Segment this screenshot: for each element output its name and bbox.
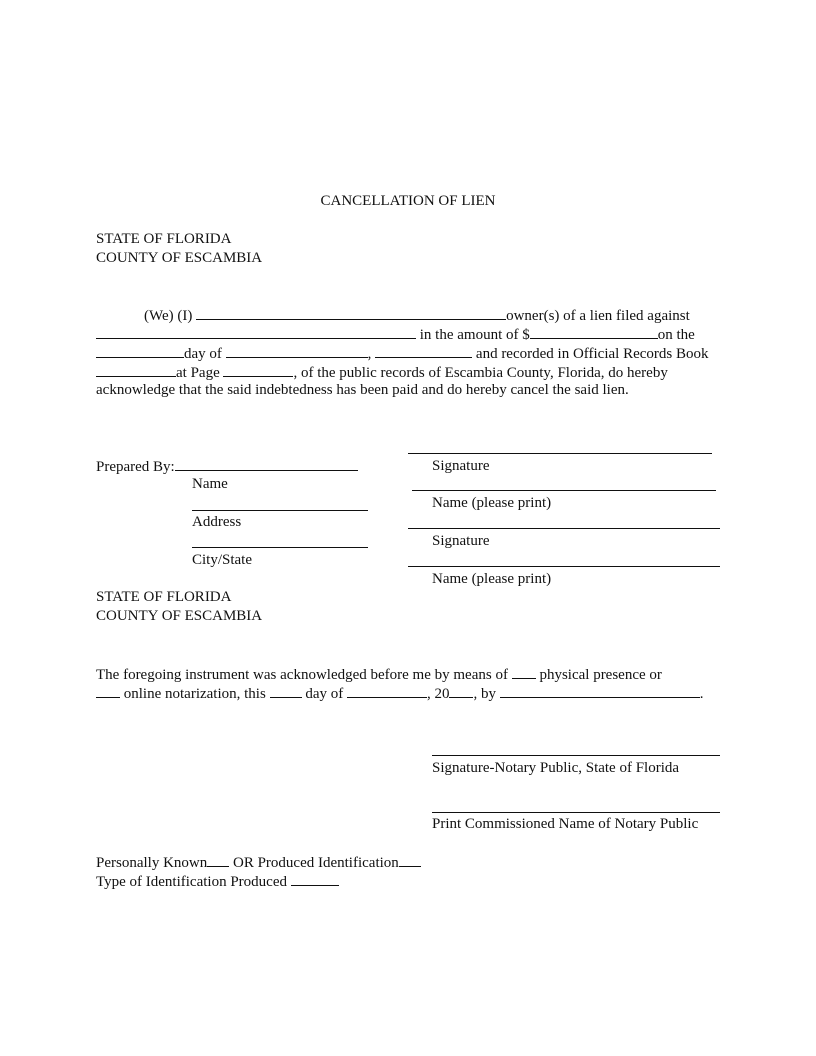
produced-identification-blank[interactable] [399, 852, 421, 867]
identification-type-blank[interactable] [291, 871, 339, 886]
prepared-by-line: Prepared By: [96, 456, 358, 477]
signature-2-rule[interactable] [408, 528, 720, 529]
personally-known-blank[interactable] [207, 852, 229, 867]
signature-2-label: Signature [432, 533, 490, 549]
identification-line-1: Personally Known OR Produced Identification [96, 852, 421, 873]
name-1-label: Name (please print) [432, 495, 552, 511]
signature-1-label: Signature [432, 458, 490, 474]
name-2-label: Name (please print) [432, 571, 552, 587]
ack-day-blank[interactable] [270, 683, 302, 698]
property-blank[interactable] [96, 324, 416, 339]
address-rule[interactable] [192, 510, 368, 511]
notary-state: STATE OF FLORIDA [96, 589, 232, 605]
prepared-address-label: Address [192, 514, 242, 530]
ack-line-1: The foregoing instrument was acknowledged before me by means of physical presence or [96, 664, 662, 685]
lienor-name-blank[interactable] [196, 305, 506, 320]
ack-month-blank[interactable] [347, 683, 427, 698]
name-2-rule[interactable] [408, 566, 720, 567]
identification-line-2: Type of Identification Produced [96, 871, 339, 892]
notary-county: COUNTY OF ESCAMBIA [96, 608, 263, 624]
name-1-rule[interactable] [412, 490, 716, 491]
prepared-city-state-label: City/State [192, 552, 252, 568]
page-title: CANCELLATION OF LIEN [320, 193, 496, 209]
header-county: COUNTY OF ESCAMBIA [96, 250, 263, 266]
notary-print-name-label: Print Commissioned Name of Notary Public [432, 816, 699, 832]
ack-line-2: online notarization, this day of , 20 , by . [96, 683, 703, 704]
ack-by-blank[interactable] [500, 683, 700, 698]
prepared-by-blank[interactable] [175, 456, 358, 471]
body-line-4: at Page , of the public records of Escambia County, Florida, do hereby [96, 362, 668, 383]
book-blank[interactable] [96, 362, 176, 377]
body-line-2: in the amount of $ on the [96, 324, 695, 345]
notary-signature-label: Signature-Notary Public, State of Florida [432, 760, 680, 776]
day-blank[interactable] [96, 343, 184, 358]
year-blank[interactable] [375, 343, 472, 358]
notary-signature-rule[interactable] [432, 755, 720, 756]
month-blank[interactable] [226, 343, 368, 358]
body-line-3: day of , and recorded in Official Records Book [96, 343, 708, 364]
amount-blank[interactable] [530, 324, 658, 339]
ack-year-blank[interactable] [449, 683, 473, 698]
city-state-rule[interactable] [192, 547, 368, 548]
online-notarization-blank[interactable] [96, 683, 120, 698]
physical-presence-blank[interactable] [512, 664, 536, 679]
header-state: STATE OF FLORIDA [96, 231, 232, 247]
prepared-name-label: Name [192, 476, 228, 492]
notary-print-name-rule[interactable] [432, 812, 720, 813]
signature-1-rule[interactable] [408, 453, 712, 454]
body-line-5: acknowledge that the said indebtedness has been paid and do hereby cancel the said lien. [96, 382, 629, 398]
body-line-1: (We) (I) owner(s) of a lien filed against [144, 305, 690, 326]
page-blank[interactable] [223, 362, 293, 377]
